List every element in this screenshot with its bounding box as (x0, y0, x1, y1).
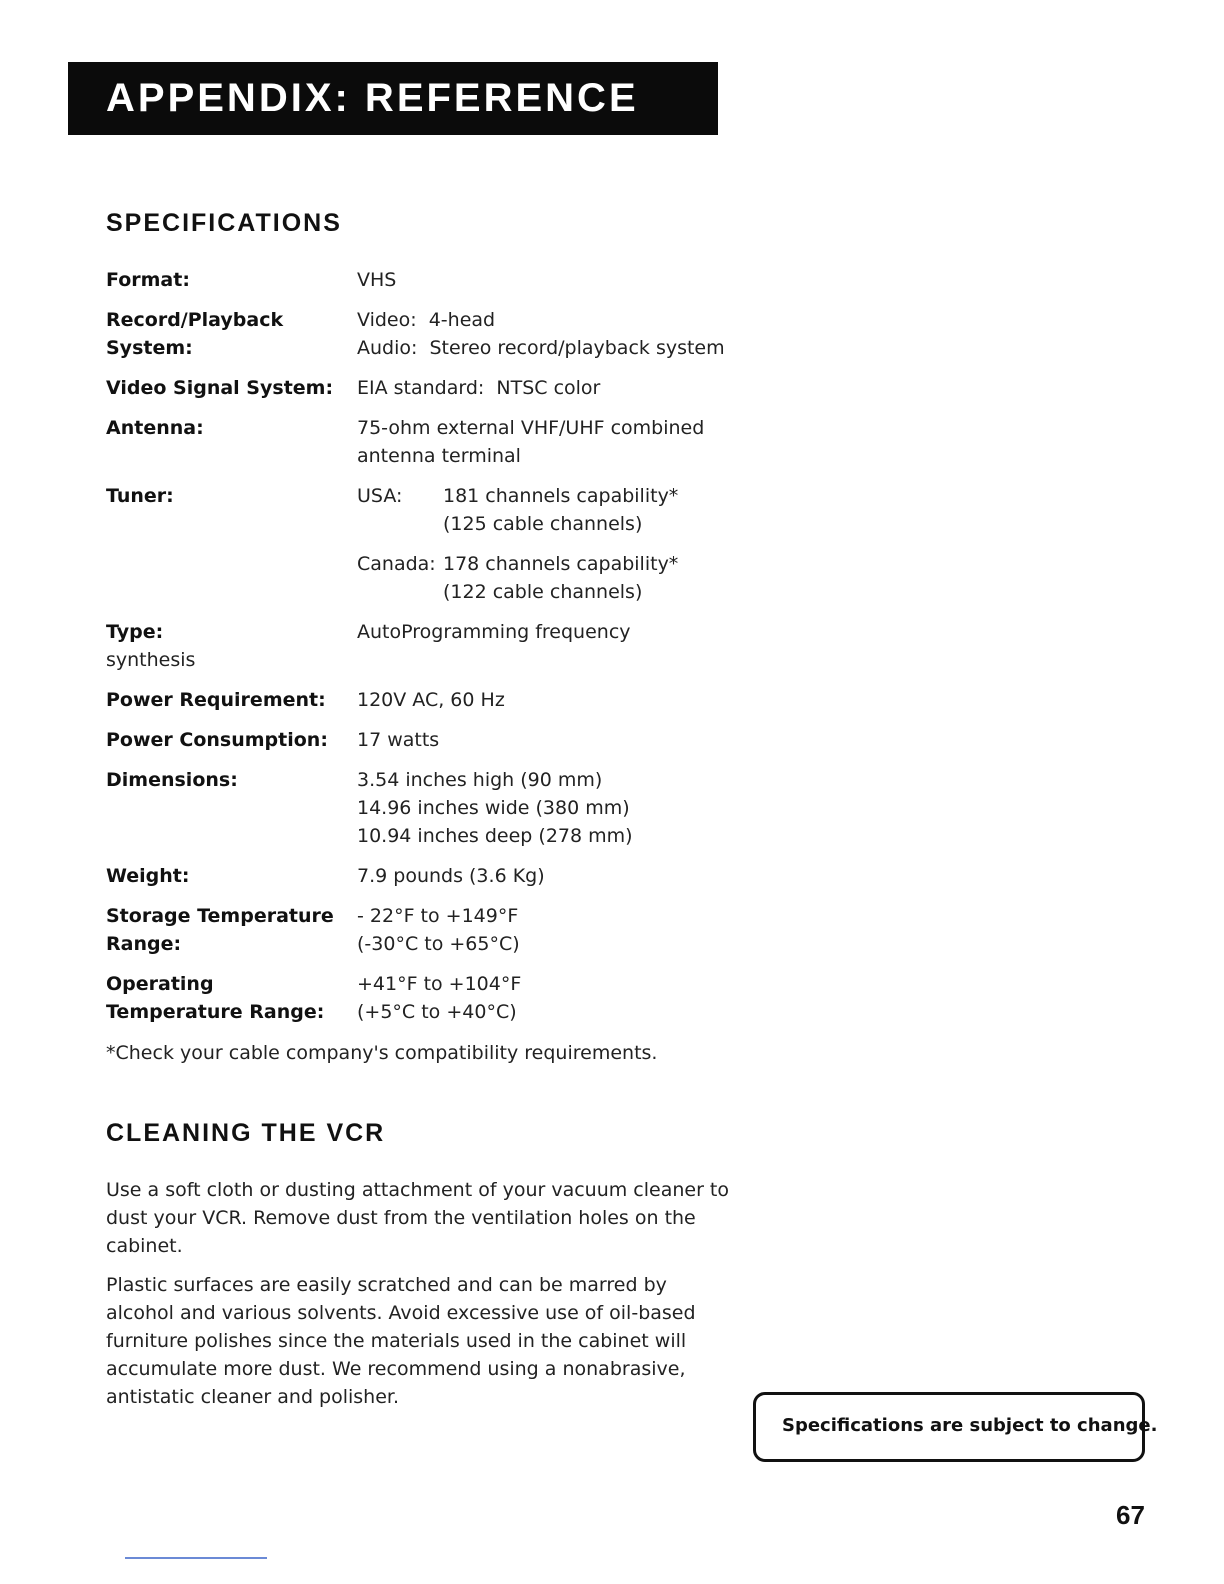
specifications-heading: SPECIFICATIONS (106, 209, 342, 237)
operating-temp-fahrenheit: +41°F to +104°F (357, 973, 522, 995)
dimensions-height: 3.54 inches high (90 mm) (357, 769, 603, 791)
dimensions-depth: 10.94 inches deep (278 mm) (357, 825, 633, 847)
record-playback-video: Video: 4-head (357, 309, 496, 331)
operating-temp-celsius: (+5°C to +40°C) (357, 1001, 517, 1023)
weight-value: 7.9 pounds (3.6 Kg) (357, 865, 545, 887)
antenna-value-line2: antenna terminal (357, 445, 521, 467)
antenna-value (357, 414, 704, 470)
tuner-canada-line2: (122 cable channels) (443, 581, 643, 603)
operating-temp-label-line2: Temperature Range: (106, 1001, 325, 1023)
type-label: Type: (106, 621, 164, 643)
storage-temp-label-line1: Storage Temperature (106, 905, 334, 927)
dimensions-value (357, 766, 633, 850)
antenna-label: Antenna: (106, 417, 204, 439)
record-playback-value (357, 306, 725, 362)
power-requirement-value: 120V AC, 60 Hz (357, 689, 505, 711)
dimensions-width: 14.96 inches wide (380 mm) (357, 797, 630, 819)
format-value: VHS (357, 269, 397, 291)
page-title: APPENDIX: REFERENCE (106, 76, 639, 120)
page-number: 67 (1116, 1500, 1145, 1530)
storage-temp-value (357, 902, 520, 958)
dimensions-label: Dimensions: (106, 769, 238, 791)
operating-temp-value (357, 970, 521, 1026)
record-playback-label-line2: System: (106, 337, 193, 359)
storage-temp-fahrenheit: - 22°F to +149°F (357, 905, 519, 927)
power-consumption-label: Power Consumption: (106, 729, 328, 751)
tuner-usa-region: USA: (357, 485, 403, 507)
type-label-cont: synthesis (106, 649, 196, 671)
bottom-rule (125, 1557, 267, 1559)
operating-temp-label (106, 970, 324, 1026)
video-signal-value: EIA standard: NTSC color (357, 377, 601, 399)
record-playback-label (106, 306, 283, 362)
cleaning-heading: CLEANING THE VCR (106, 1119, 386, 1147)
weight-label: Weight: (106, 865, 190, 887)
notice-box (753, 1392, 1158, 1462)
storage-temp-label-line2: Range: (106, 933, 182, 955)
tuner-canada (357, 550, 678, 606)
tuner-usa-line2: (125 cable channels) (443, 513, 643, 535)
power-requirement-label: Power Requirement: (106, 689, 326, 711)
cleaning-paragraph-2: Plastic surfaces are easily scratched and can be marred by alcohol and various solvents. Avoid excessive use of oil-based furniture polishes since the materials used in the cabinet will accumulate more dust. We recommend using a nonabrasive, antistatic cleaner and polisher. (106, 1274, 696, 1408)
notice-text: Specifications are subject to change. (782, 1415, 1158, 1436)
tuner-canada-line1: 178 channels capability* (443, 553, 679, 575)
record-playback-audio: Audio: Stereo record/playback system (357, 337, 725, 359)
compatibility-footnote: *Check your cable company's compatibility requirements. (106, 1042, 658, 1064)
record-playback-label-line1: Record/Playback (106, 309, 284, 331)
operating-temp-label-line1: Operating (106, 973, 214, 995)
format-label: Format: (106, 269, 190, 291)
antenna-value-line1: 75-ohm external VHF/UHF combined (357, 417, 705, 439)
storage-temp-label (106, 902, 334, 958)
power-consumption-value: 17 watts (357, 729, 440, 751)
video-signal-label: Video Signal System: (106, 377, 334, 399)
tuner-label: Tuner: (106, 485, 174, 507)
type-value: AutoProgramming frequency (357, 621, 631, 643)
tuner-usa-line1: 181 channels capability* (443, 485, 679, 507)
tuner-canada-region: Canada: (357, 553, 436, 575)
cleaning-paragraph-1: Use a soft cloth or dusting attachment of your vacuum cleaner to dust your VCR. Remove dust from the ventilation holes on the cabinet. (106, 1179, 730, 1257)
header-bar (68, 62, 718, 135)
storage-temp-celsius: (-30°C to +65°C) (357, 933, 520, 955)
tuner-usa (357, 482, 678, 538)
